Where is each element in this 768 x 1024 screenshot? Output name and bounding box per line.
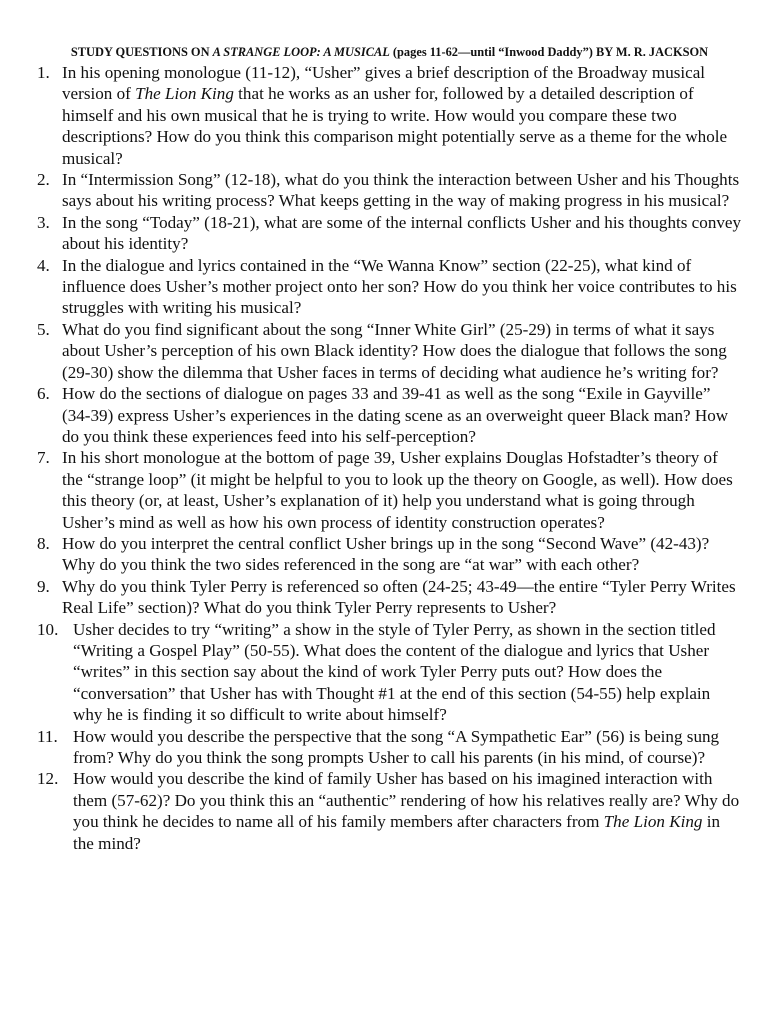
question-text — [73, 726, 742, 769]
title-prefix: STUDY QUESTIONS ON — [70, 45, 213, 59]
question-item — [37, 319, 742, 383]
question-text — [62, 62, 742, 169]
question-text — [62, 383, 742, 447]
question-text-segment: How would you describe the perspective that the song “A Sympathetic Ear” (56) is being sung from? Why do you think the song prompts Usher to call his parents (in his mind, of course)? — [73, 726, 720, 767]
italic-title: The Lion King — [135, 84, 234, 104]
question-item — [37, 212, 742, 255]
question-text — [62, 212, 742, 255]
question-item — [37, 383, 742, 447]
question-text-segment: How do you interpret the central conflict Usher brings up in the song “Second Wave” (42-43)? Why do you think the two sides referenced in the song are “at war” with each other? — [62, 533, 710, 575]
italic-title: The Lion King — [603, 812, 703, 832]
question-number: 3. — [37, 212, 50, 232]
question-item — [37, 768, 742, 854]
question-text — [62, 319, 742, 383]
question-item — [37, 726, 742, 769]
question-text-segment: How do the sections of dialogue on pages 33 and 39-41 as well as the song “Exile in Gayville” (34-39) express Usher’s experiences in the dating scene as an overweight queer Black man? How do you think these experiences feed into his self-perception? — [62, 384, 729, 446]
question-text — [73, 768, 742, 854]
question-number: 11. — [37, 726, 58, 746]
question-item — [37, 255, 742, 319]
question-list — [37, 62, 742, 854]
question-text — [73, 619, 742, 726]
question-number: 8. — [37, 533, 50, 553]
question-text-segment: in the mind? — [73, 812, 721, 853]
question-text-segment: In his short monologue at the bottom of page 39, Usher explains Douglas Hofstadter’s theory of the “strange loop” (it might be helpful to you to look up the theory on Google, as well). How does this theory (or, at least, Usher’s explanation of it) help you understand what is going through Usher’s mind as well as how his own process of identity construction operates? — [62, 448, 733, 532]
question-text-segment: Why do you think Tyler Perry is referenced so often (24-25; 43-49—the entire “Tyler Perry Writes Real Life” section)? What do you think Tyler Perry represents to Usher? — [62, 576, 736, 618]
question-text-segment: In the song “Today” (18-21), what are some of the internal conflicts Usher and his thoughts convey about his identity? — [62, 212, 742, 254]
question-text — [62, 533, 742, 576]
question-item — [37, 619, 742, 726]
question-item — [37, 169, 742, 212]
title-work-name: A STRANGE LOOP: A MUSICAL — [212, 45, 390, 59]
question-text — [62, 169, 742, 212]
question-number: 10. — [37, 619, 59, 639]
question-text-segment: In his opening monologue (11-12), “Usher” gives a brief description of the Broadway musical version of — [62, 63, 706, 104]
question-text — [62, 255, 742, 319]
question-text-segment: How would you describe the kind of family Usher has based on his imagined interaction with them (57-62)? Do you think this an “authentic” rendering of how his relatives really are? Why do you think he decides to name all of his family members after characters from — [73, 769, 740, 832]
question-number: 1. — [37, 63, 50, 82]
page-title — [37, 44, 742, 60]
question-item — [37, 62, 742, 169]
question-text-segment: that he works as an usher for, followed by a detailed description of himself and his own musical that he is trying to write. How would you compare these two descriptions? How do you think this comparison might potentially serve as a theme for the whole musical? — [62, 84, 728, 168]
question-text-segment: In “Intermission Song” (12-18), what do you think the interaction between Usher and his Thoughts says about his writing process? What keeps getting in the way of making progress in his musical? — [62, 170, 740, 211]
title-suffix: (pages 11-62—until “Inwood Daddy”) BY M. R. JACKSON — [389, 45, 709, 59]
question-text-segment: Usher decides to try “writing” a show in the style of Tyler Perry, as shown in the section titled “Writing a Gospel Play” (50-55). What does the content of the dialogue and lyrics that Usher “writes” in this section say about the kind of work Tyler Perry puts out? How does the “conversation” that Usher has with Thought #1 at the end of this section (54-55) help explain why he is finding it so difficult to write about himself? — [73, 619, 716, 725]
question-number: 6. — [37, 384, 50, 404]
question-number: 9. — [37, 576, 50, 596]
question-number: 5. — [37, 319, 50, 339]
question-text — [62, 447, 742, 533]
question-number: 7. — [37, 448, 50, 468]
question-number: 4. — [37, 255, 50, 275]
question-item — [37, 533, 742, 576]
question-number: 2. — [37, 170, 50, 190]
question-text — [62, 576, 742, 619]
question-number: 12. — [37, 769, 59, 789]
question-item — [37, 576, 742, 619]
question-text-segment: What do you find significant about the song “Inner White Girl” (25-29) in terms of what it says about Usher’s perception of his own Black identity? How does the dialogue that follows the song (29-30) show the dilemma that Usher faces in terms of deciding what audience he’s writing for? — [62, 319, 727, 382]
question-text-segment: In the dialogue and lyrics contained in the “We Wanna Know” section (22-25), what kind of influence does Usher’s mother project onto her son? How do you think her voice contributes to his struggles with writing his musical? — [62, 255, 737, 318]
question-item — [37, 447, 742, 533]
